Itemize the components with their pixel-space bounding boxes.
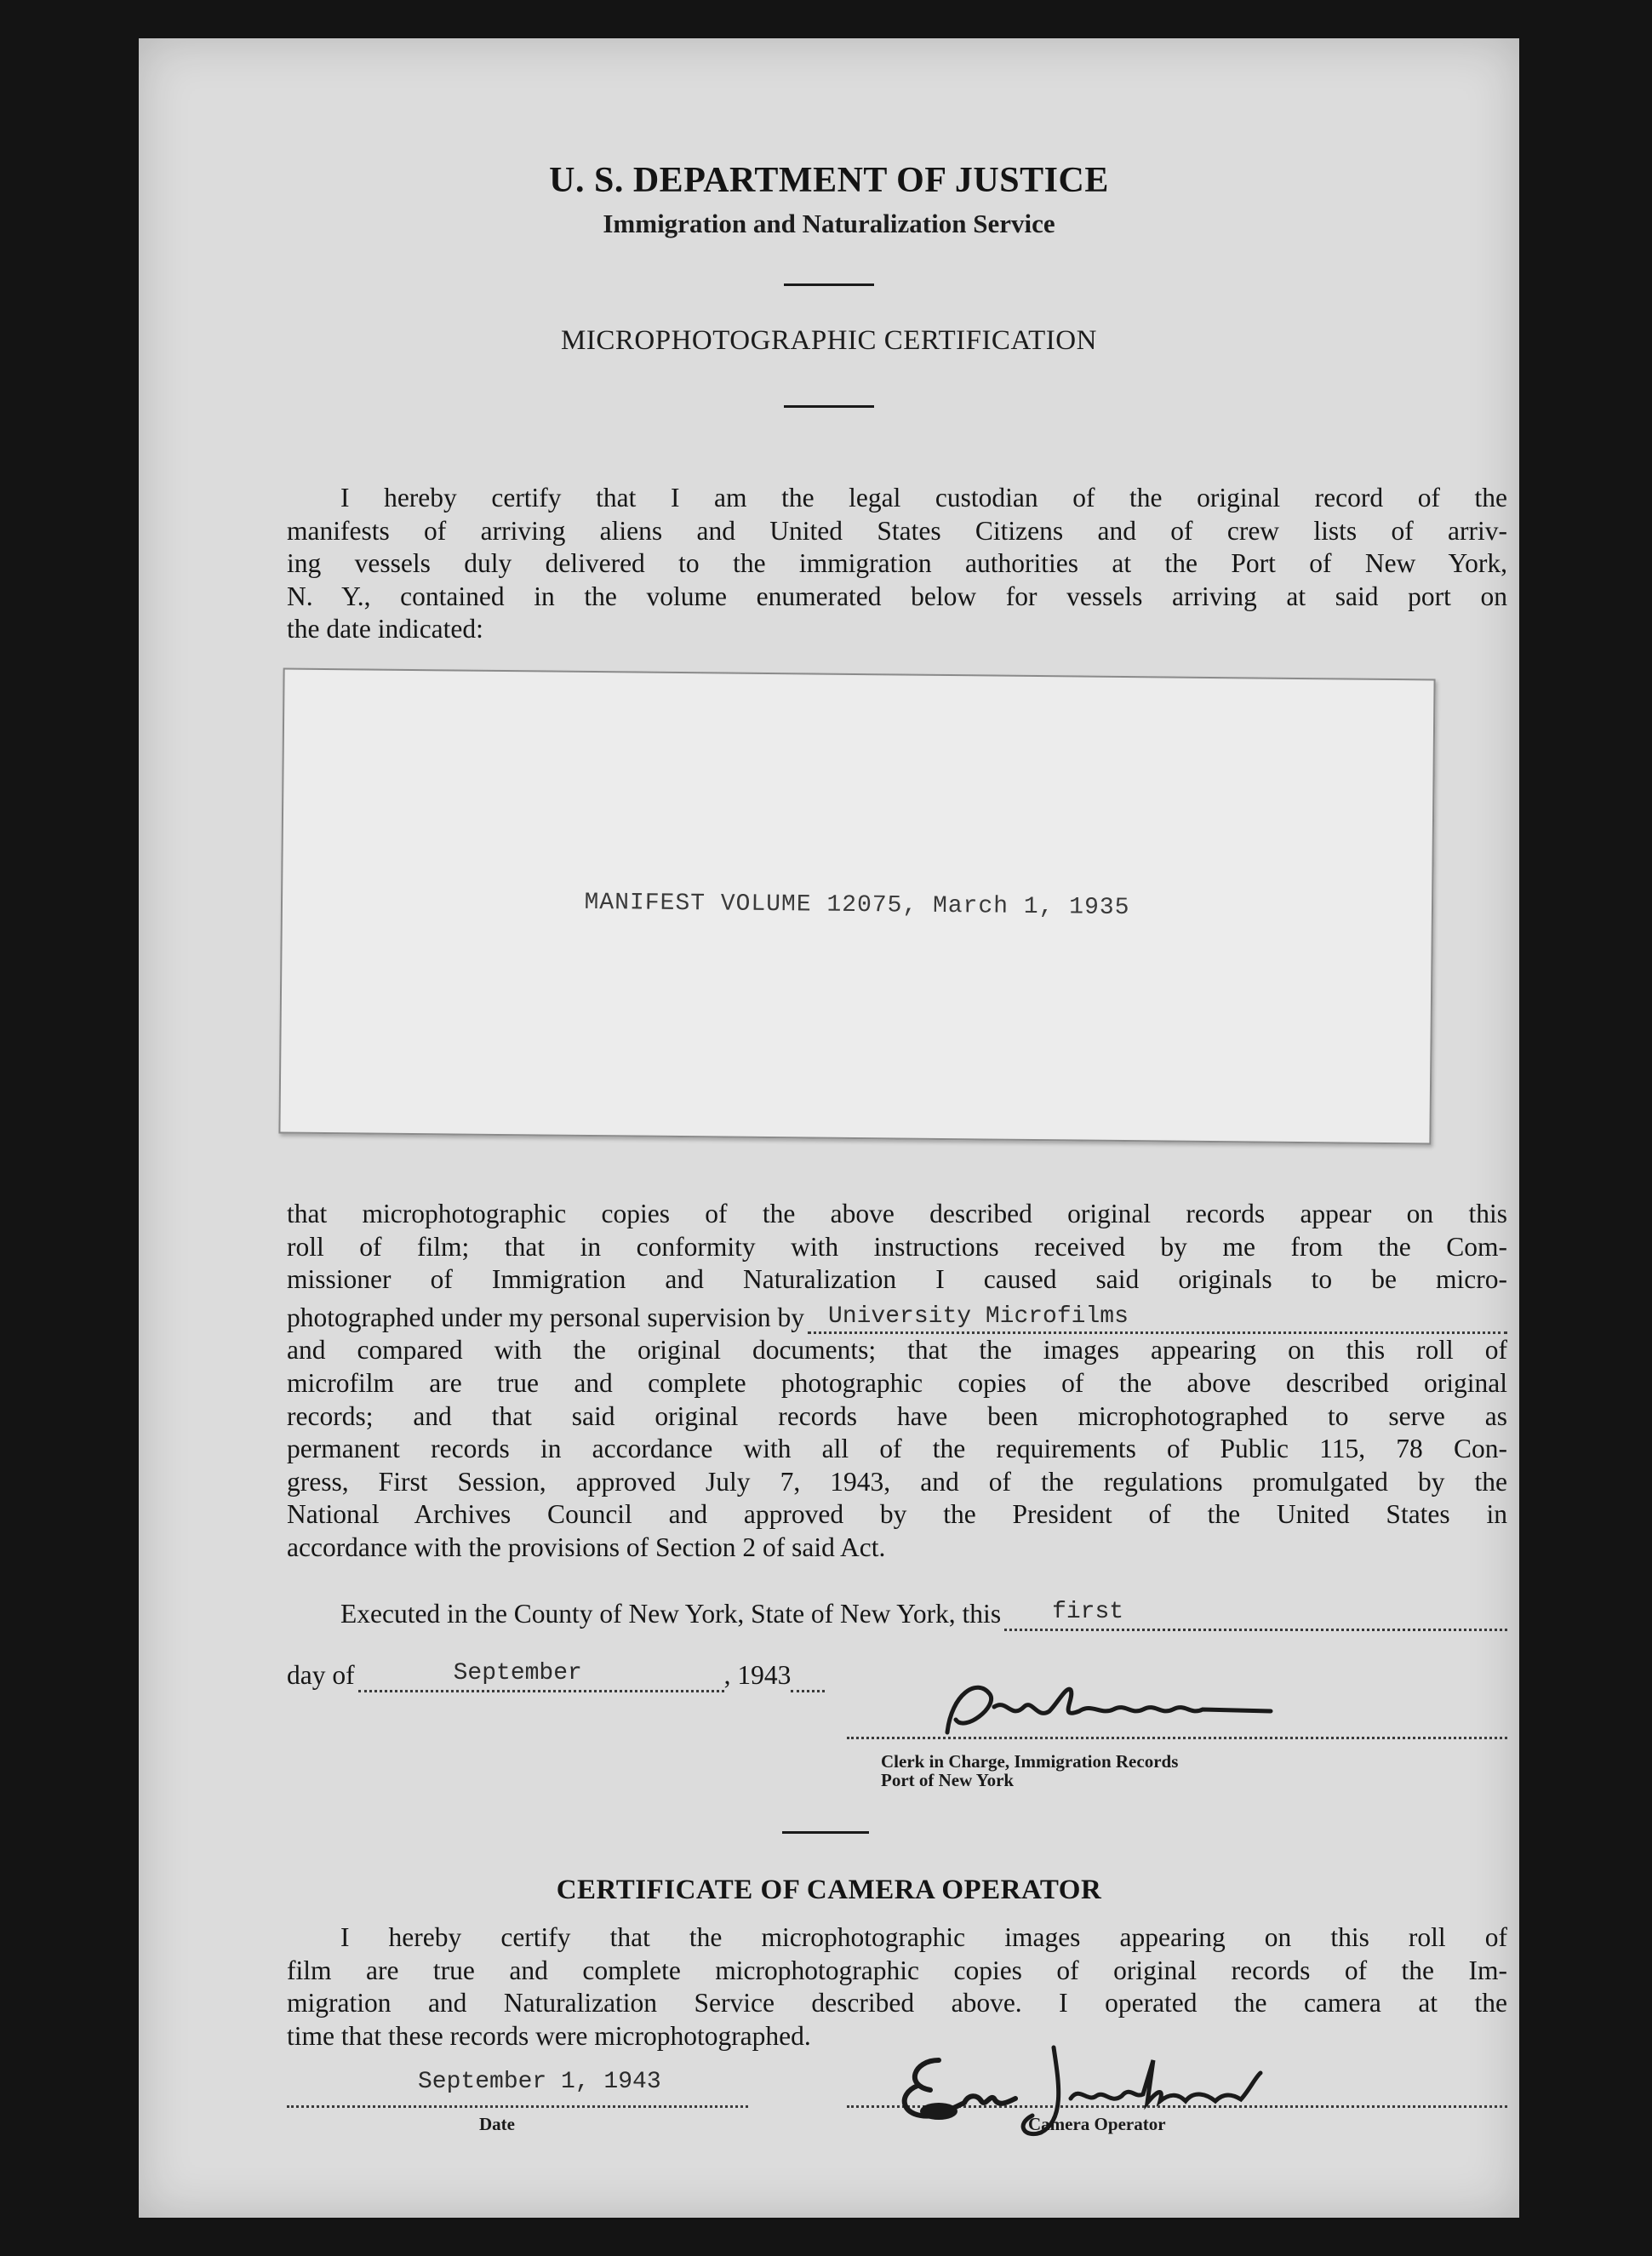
camera-certificate-heading: CERTIFICATE OF CAMERA OPERATOR [556,1875,1102,1905]
year-text: , 1943 [723,1660,792,1690]
paragraph-line: records; and that said original records have been microphotographed to serve as [287,1400,1507,1431]
supervision-blank [808,1303,1507,1334]
page-subtitle: Immigration and Naturalization Service [603,209,1055,238]
paragraph-line: migration and Naturalization Service described above. I operated the camera at the [287,1988,1507,2018]
paragraph-line: National Archives Council and approved by the President of the United States in [287,1499,1507,1530]
divider [784,405,874,408]
manifest-label-slip [278,668,1435,1145]
paragraph-line: microfilm are true and complete photographic copies of the above described original [287,1367,1507,1398]
paragraph-line: I hereby certify that the microphotographic images appearing on this roll of [340,1922,1507,1952]
execution-line [340,1598,1507,1631]
paragraph-line: film are true and complete microphotographic copies of original records of the Im- [287,1955,1507,1985]
divider [782,1831,869,1834]
date-value: September 1, 1943 [418,2069,661,2095]
paragraph-line: manifests of arriving aliens and United States Citizens and of crew lists of arriv- [287,515,1507,546]
page-title: U. S. DEPARTMENT OF JUSTICE [549,161,1109,200]
certification-heading: MICROPHOTOGRAPHIC CERTIFICATION [561,325,1097,356]
supervision-line [287,1302,1507,1335]
paragraph-line: N. Y., contained in the volume enumerated below for vessels arriving at said port on [287,581,1507,611]
paragraph-line: the date indicated: [287,614,483,644]
day-of-line [287,1659,883,1692]
day-value: first [1052,1598,1124,1625]
date-label: Date [479,2114,515,2134]
year-blank [791,1664,825,1692]
intro-paragraph [287,482,1507,646]
supervision-prefix: photographed under my personal supervision by [287,1302,805,1332]
day-blank [1004,1598,1507,1631]
body-paragraph [287,1198,1507,1565]
manifest-volume-text: MANIFEST VOLUME 12075, March 1, 1935 [584,889,1130,922]
day-of-label: day of [287,1660,355,1690]
month-value: September [453,1659,582,1686]
paragraph-line: time that these records were microphotographed. [287,2020,811,2051]
paragraph-line: I hereby certify that I am the legal custodian of the original record of the [340,483,1507,512]
execution-prefix: Executed in the County of New York, State of New York, this [340,1599,1002,1629]
paragraph-line: accordance with the provisions of Section 2 of said Act. [287,1532,886,1562]
paragraph-line: permanent records in accordance with all of the requirements of Public 115, 78 Con- [287,1434,1507,1464]
supervision-value: University Microfilms [828,1303,1129,1331]
month-blank [358,1659,724,1692]
paragraph-line: roll of film; that in conformity with instructions received by me from the Com- [287,1231,1507,1262]
divider [784,283,874,286]
clerk-signature [930,1660,1288,1754]
paragraph-line: gress, First Session, approved July 7, 1943, and of the regulations promulgated by the [287,1466,1507,1497]
clerk-port: Port of New York [881,1770,1015,1790]
paragraph-line: and compared with the original documents; that the images appearing on this roll of [287,1335,1507,1366]
operator-label: Camera Operator [1028,2114,1166,2134]
clerk-title: Clerk in Charge, Immigration Records [881,1751,1179,1772]
paragraph-line: missioner of Immigration and Naturalization I caused said originals to be micro- [287,1264,1507,1295]
certification-sheet [139,38,1519,2218]
paragraph-line: that microphotographic copies of the above described original records appear on this [287,1199,1507,1228]
paragraph-line: ing vessels duly delivered to the immigration authorities at the Port of New York, [287,548,1507,579]
